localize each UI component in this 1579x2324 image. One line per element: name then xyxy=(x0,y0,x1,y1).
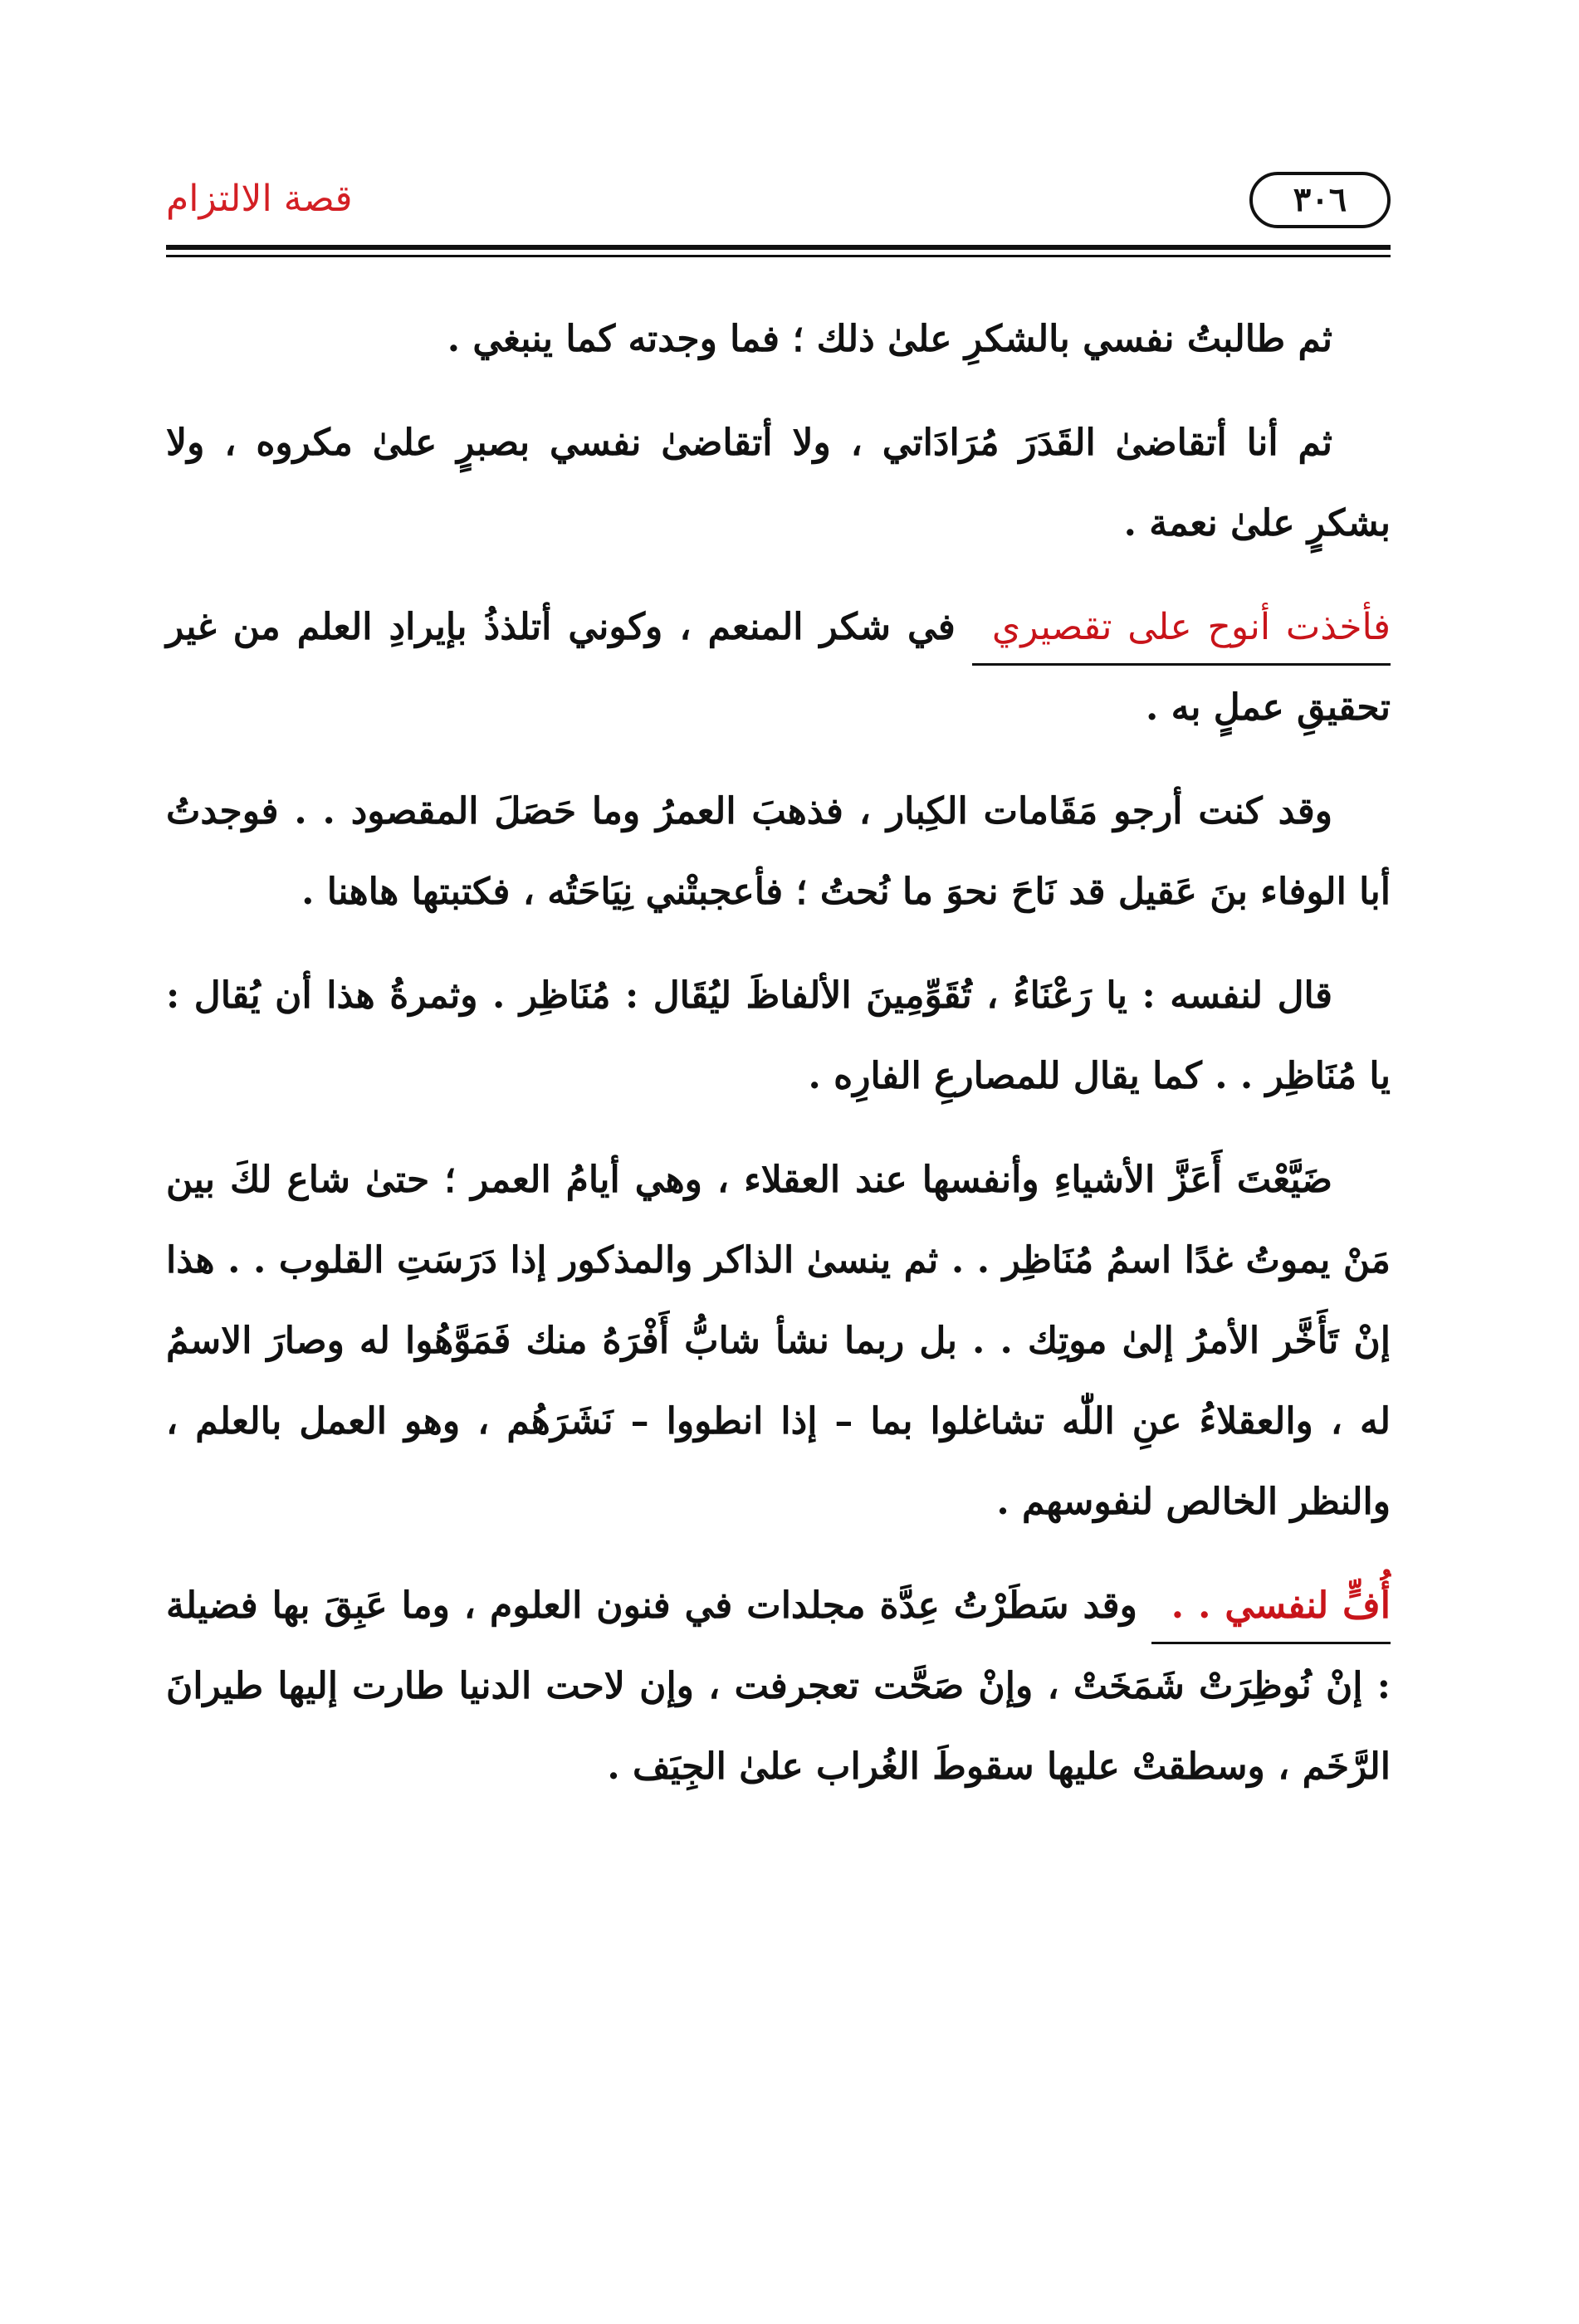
paragraph-1: ثم طالبتُ نفسي بالشكرِ علىٰ ذلك ؛ فما وجدته كما ينبغي . xyxy=(447,318,1332,360)
page-header xyxy=(166,170,1391,270)
paragraph-3-text: في شكر المنعم ، وكوني أتلذذُ بإيرادِ العلم من غير تحقيقِ عملٍ به . xyxy=(166,606,1391,729)
paragraph-5: قال لنفسه : يا رَعْنَاءُ ، تُقَوِّمِينَ الألفاظَ ليُقَال : مُنَاظِر . وثمرةُ هذا أن يُقال : يا مُنَاظِر . . كما يقال للمصارعِ الفارِه . xyxy=(166,974,1391,1097)
paragraph-7-text: وقد سَطَرْتُ عِدَّة مجلدات في فنون العلوم ، وما عَبِقَ بها فضيلة : إنْ نُوظِرَتْ شَمَخَتْ ، وإنْ صَحَّت تعجرفت ، وإن لاحت الدنيا طارت إليها طيرانَ الرَّخَم ، وسطقتْ عليها سقوطَ الغُراب علىٰ الجِيَف . xyxy=(166,1584,1391,1788)
paragraph-3 xyxy=(166,587,1391,748)
header-rule-thin xyxy=(166,255,1391,257)
paragraph-6: ضَيَّعْتَ أَعَزَّ الأشياءِ وأنفسها عند العقلاء ، وهي أيامُ العمر ؛ حتىٰ شاع لكَ بين مَنْ يموتُ غدًا اسمُ مُنَاظِر . . ثم ينسىٰ الذاكر والمذكور إذا دَرَسَتِ القلوب . . هذا إنْ تَأَخَّر الأمرُ إلىٰ موتِك . . بل ربما نشأ شابُّ أَفْرَهُ منك فَمَوَّهُوا له وصارَ الاسمُ له ، والعقلاءُ عنِ اللّٰه تشاغلوا بما – إذا انطووا – نَشَرَهُم ، وهو العمل بالعلم ، والنظر الخالص لنفوسهم . xyxy=(166,1159,1391,1523)
book-title: قصة الالتزام xyxy=(166,178,353,220)
body-text xyxy=(166,299,1391,1830)
highlighted-phrase: فأخذت أنوح على تقصيري xyxy=(972,606,1391,666)
paragraph-2: ثم أنا أتقاضىٰ القَدَرَ مُرَادَاتي ، ولا أتقاضىٰ نفسي بصبرٍ علىٰ مكروه ، ولا بشكرٍ علىٰ نعمة . xyxy=(166,422,1391,544)
header-rule-thick xyxy=(166,245,1391,250)
highlighted-phrase-2: أُفٍّ لنفسي . . xyxy=(1151,1584,1391,1644)
page-number: ٣٠٦ xyxy=(1249,172,1391,228)
paragraph-7 xyxy=(166,1565,1391,1807)
paragraph-4: وقد كنت أرجو مَقَامات الكِبار ، فذهبَ العمرُ وما حَصَلَ المقصود . . فوجدتُ أبا الوفاء بنَ عَقيل قد نَاحَ نحوَ ما نُحتُ ؛ فأعجبتْني نِيَاحَتُه ، فكتبتها هاهنا . xyxy=(166,790,1391,913)
